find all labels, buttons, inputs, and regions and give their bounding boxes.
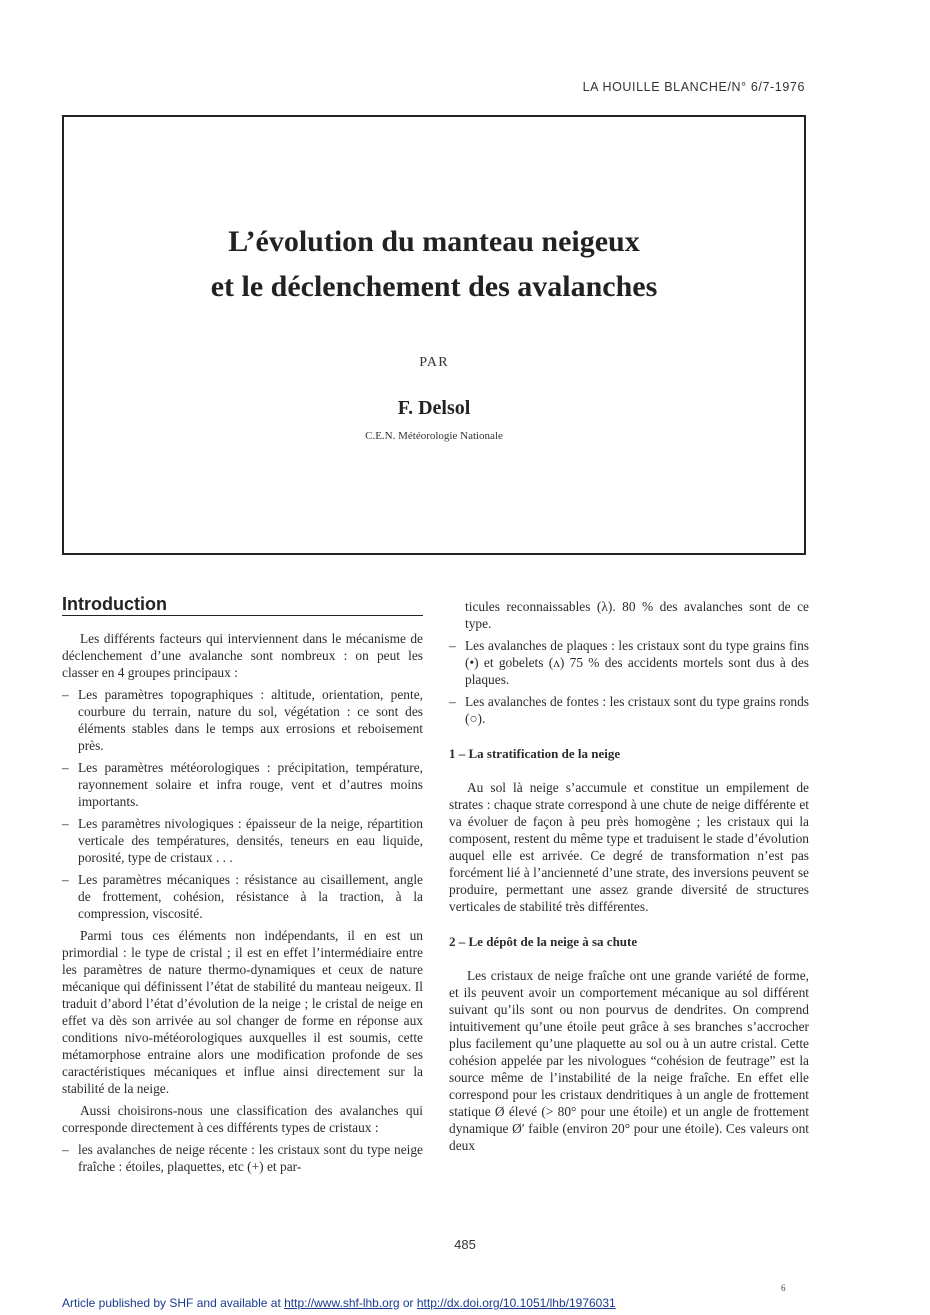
list-item: – Les paramètres topographiques : altitude, orientation, pente, courbure du terrain, nature du sol, végétation : ce sont des éléments stables dans le temps aux errosions et reboisement près. [62, 687, 423, 753]
list-item: – Les avalanches de plaques : les cristaux sont du type grains fins (•) et gobelets (ʌ) 75 % des accidents mortels sont dus à des plaques. [449, 638, 809, 687]
dash-bullet: – [62, 760, 69, 775]
list-item: – les avalanches de neige récente : les cristaux sont du type neige fraîche : étoiles, plaquettes, etc (+) et par- [62, 1142, 423, 1174]
by-label: PAR [419, 355, 449, 370]
footer-middle: or [399, 1296, 417, 1310]
dash-bullet: – [62, 687, 69, 702]
title-line-1: L’évolution du manteau neigeux [228, 225, 640, 258]
paragraph: Parmi tous ces éléments non indépendants, il en est un primordial : le type de cristal ; il est en effet l’intermédiaire entre les paramètres de nature thermo-dynamiques et ceux de nature mécanique qui définissent l’état de stabilité du manteau neigeux. Il traduit d’abord l’état d’évolution de la neige ; le cristal de neige en effet va dès son arrivée au sol changer de forme en réponse aux conditions nivo-météorologiques auxquelles il est soumis, cette métamorphose entraine alors une modification profonde de ses caractéristiques mécaniques et influe ainsi directement sur la stabilité de la neige. [62, 928, 423, 1096]
dash-bullet: – [62, 816, 69, 831]
list-item: – Les paramètres météorologiques : précipitation, température, rayonnement solaire et infra rouge, vent et d’autres moins importants. [62, 760, 423, 809]
section-heading-introduction: Introduction [62, 596, 423, 616]
page-number: 485 [454, 1237, 476, 1252]
dash-bullet: – [62, 872, 69, 887]
left-column [62, 596, 423, 1180]
paragraph: Au sol là neige s’accumule et constitue un empilement de strates : chaque strate correspond à une chute de neige différente et va évoluer de façon à peu près homogène ; les cristaux qui la composent, restent du même type et traduisent le stade d’évolution auquel elle est arrivée. Ce degré de transformation n’est pas forcément lié à l’ancienneté d’une strate, des inversions peuvent se produire, permettant une assez grande diversité de structures verticales de stabilité très différentes. [449, 780, 809, 914]
title-box [62, 115, 806, 555]
author-affiliation: C.E.N. Météorologie Nationale [365, 430, 503, 442]
shf-link[interactable]: http://www.shf-lhb.org [284, 1296, 400, 1310]
list-item: – Les paramètres nivologiques : épaisseur de la neige, répartition verticale des températures, densités, teneurs en eau liquide, porosité, type de cristaux . . . [62, 816, 423, 865]
dash-bullet: – [62, 1142, 69, 1157]
right-column [449, 598, 809, 1159]
journal-header: LA HOUILLE BLANCHE/N° 6/7-1976 [582, 80, 805, 94]
dash-bullet: – [449, 694, 456, 709]
list-item: – Les avalanches de fontes : les cristaux sont du type grains ronds (○). [449, 694, 809, 726]
section-heading-2: 2 – Le dépôt de la neige à sa chute [449, 934, 638, 949]
list-item-continuation: ticules reconnaissables (λ). 80 % des avalanches sont de ce type. [465, 599, 809, 631]
footer-prefix: Article published by SHF and available at [62, 1296, 285, 1310]
doi-link[interactable]: http://dx.doi.org/10.1051/lhb/1976031 [416, 1296, 616, 1310]
title-line-2: et le déclenchement des avalanches [210, 270, 658, 303]
dash-bullet: – [449, 638, 456, 653]
paragraph: Aussi choisirons-nous une classification des avalanches qui corresponde directement à ces différents types de cristaux : [62, 1103, 423, 1135]
paragraph: Les différents facteurs qui interviennent dans le mécanisme de déclenchement d’une avalanche sont nombreux : on peut les classer en 4 groupes principaux : [62, 631, 423, 680]
publication-footer [62, 1296, 616, 1310]
page-mark: 6 [781, 1283, 786, 1293]
list-item: – Les paramètres mécaniques : résistance au cisaillement, angle de frottement, cohésion, résistance à la traction, à la compression, viscosité. [62, 872, 423, 921]
author-name: F. Delsol [397, 397, 471, 419]
section-heading-1: 1 – La stratification de la neige [449, 746, 621, 761]
paragraph: Les cristaux de neige fraîche ont une grande variété de forme, et ils peuvent avoir un comportement mécanique au sol différent suivant qu’ils sont ou non pourvus de dendrites. On comprend intuitivement qu’une étoile peut grâce à ses branches s’accrocher plus facilement qu’une plaquette au sol ou à un autre cristal. Cette cohésion appelée par les nivologues “cohésion de feutrage” est la source même de l’instabilité de la neige fraîche. En effet elle correspond pour les cristaux dendritiques à un angle de frottement statique Ø élevé (> 80° pour une étoile) et un angle de frottement dynamique Ø′ faible (environ 20° pour une étoile). Ces valeurs ont deux [449, 968, 809, 1153]
article-title [64, 219, 804, 309]
